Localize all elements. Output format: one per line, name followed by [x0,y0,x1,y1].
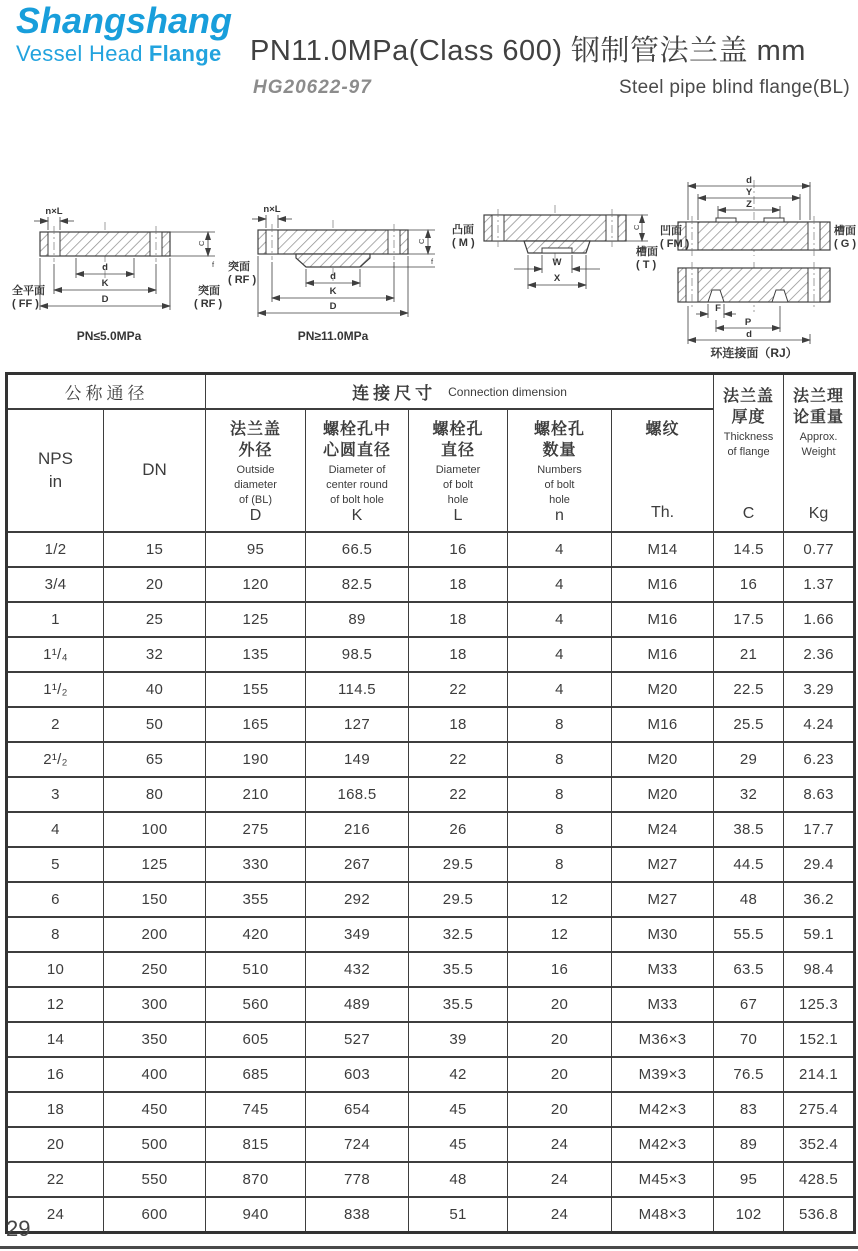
dim-label-k: K [101,278,109,289]
table-cell: M14 [612,532,714,567]
table-cell: 685 [206,1057,306,1092]
table-cell: 536.8 [784,1197,855,1233]
table-row [7,987,855,1022]
table-cell: 125 [104,847,206,882]
table-cell: 1.37 [784,567,855,602]
table-cell: 300 [104,987,206,1022]
face-label-rf-cn: 突面 [198,285,220,297]
table-cell: 55.5 [714,917,784,952]
flange-drawing-m-t [452,195,658,345]
table-cell: 45 [409,1127,508,1162]
table-cell: 6 [7,882,104,917]
table-cell: 22 [409,777,508,812]
table-cell: 36.2 [784,882,855,917]
dim-label-d-top: d [746,175,752,186]
table-cell: 2 [7,707,104,742]
table-cell: 42 [409,1057,508,1092]
table-row [7,1162,855,1197]
col-header-outside-diameter: 法兰盖 外径 Outside diameter of (BL) D [206,409,306,532]
table-row [7,812,855,847]
face-label-rf-en: ( RF ) [228,274,257,286]
table-cell: 21 [714,637,784,672]
table-cell: M36×3 [612,1022,714,1057]
standard-number: HG20622-97 [253,77,372,98]
table-cell: 50 [104,707,206,742]
table-cell: 95 [206,532,306,567]
table-row [7,1127,855,1162]
table-cell: 200 [104,917,206,952]
table-cell: M16 [612,637,714,672]
table-cell: 18 [7,1092,104,1127]
table-cell: 14.5 [714,532,784,567]
table-row [7,637,855,672]
page-number: 29 [6,1216,31,1241]
table-cell: 605 [206,1022,306,1057]
table-cell: 815 [206,1127,306,1162]
dim-label-c: C [632,224,641,230]
table-cell: 432 [306,952,409,987]
dim-label-k: K [329,286,337,297]
page-title: PN11.0MPa(Class 600) 钢制管法兰盖 mm [250,35,806,67]
table-cell: 1¹/₄ [7,637,104,672]
table-cell: 4 [508,532,612,567]
table-cell: 0.77 [784,532,855,567]
table-cell: 18 [409,602,508,637]
table-cell: 24 [508,1127,612,1162]
table-cell: 14 [7,1022,104,1057]
table-cell: 190 [206,742,306,777]
table-cell: 25.5 [714,707,784,742]
table-cell: 330 [206,847,306,882]
col-header-thread: 螺纹 Th. [612,409,714,532]
table-cell: 4 [508,672,612,707]
table-cell: M48×3 [612,1197,714,1233]
table-row [7,672,855,707]
table-cell: 98.5 [306,637,409,672]
flange-drawing-rf-raised [228,190,450,350]
table-cell: 292 [306,882,409,917]
table-row [7,917,855,952]
table-cell: M33 [612,952,714,987]
drawing4-caption: 环连接面（RJ） [710,346,798,360]
table-cell: 352.4 [784,1127,855,1162]
table-cell: 450 [104,1092,206,1127]
table-cell: 120 [206,567,306,602]
table-cell: 32 [104,637,206,672]
dim-label-c: C [197,240,206,246]
face-label-ff-en: ( FF ) [12,298,39,310]
table-cell: 22.5 [714,672,784,707]
table-cell: 89 [714,1127,784,1162]
dim-label-d-bottom: d [746,329,752,340]
table-cell: 125 [206,602,306,637]
table-cell: 4 [508,567,612,602]
table-cell: 18 [409,707,508,742]
table-cell: 127 [306,707,409,742]
face-label-m-en: ( M ) [452,237,475,249]
table-cell: 1¹/₂ [7,672,104,707]
flange-drawing-fm-g-rj [660,172,856,360]
table-row [7,1197,855,1233]
table-cell: 29.4 [784,847,855,882]
table-row [7,602,855,637]
table-cell: 250 [104,952,206,987]
table-row [7,1057,855,1092]
table-cell: 29.5 [409,847,508,882]
table-cell: 155 [206,672,306,707]
table-cell: 3.29 [784,672,855,707]
col-header-bolt-hole-diameter: 螺栓孔 直径 Diameter of bolt hole L [409,409,508,532]
table-cell: 10 [7,952,104,987]
table-cell: 35.5 [409,952,508,987]
table-cell: 654 [306,1092,409,1127]
table-cell: 20 [7,1127,104,1162]
table-row [7,952,855,987]
table-cell: 214.1 [784,1057,855,1092]
table-cell: 500 [104,1127,206,1162]
dim-label-y: Y [745,187,753,198]
table-cell: 149 [306,742,409,777]
table-cell: 51 [409,1197,508,1233]
table-cell: 20 [104,567,206,602]
table-cell: 355 [206,882,306,917]
table-row [7,777,855,812]
table-cell: 25 [104,602,206,637]
face-label-rf-en: ( RF ) [194,298,223,310]
table-row [7,532,855,567]
table-cell: 4 [508,602,612,637]
table-cell: 38.5 [714,812,784,847]
table-cell: 20 [508,1057,612,1092]
table-cell: 59.1 [784,917,855,952]
table-body [7,532,855,1233]
dim-label-f: F [715,303,721,314]
table-cell: M27 [612,847,714,882]
face-label-g-cn: 槽面 [834,225,856,237]
face-label-t-cn: 槽面 [636,246,658,258]
table-cell: 89 [306,602,409,637]
table-cell: 489 [306,987,409,1022]
table-cell: 1.66 [784,602,855,637]
table-cell: 20 [508,1022,612,1057]
table-cell: 4 [7,812,104,847]
table-row [7,567,855,602]
table-row [7,1092,855,1127]
table-cell: 82.5 [306,567,409,602]
table-cell: 16 [7,1057,104,1092]
table-cell: 1/2 [7,532,104,567]
table-cell: 29.5 [409,882,508,917]
dim-label-f: f [212,260,215,269]
table-cell: M27 [612,882,714,917]
table-cell: 603 [306,1057,409,1092]
table-row [7,882,855,917]
table-cell: M30 [612,917,714,952]
table-cell: 20 [508,987,612,1022]
col-header-bolt-circle: 螺栓孔中 心圆直径 Diameter of center round of bolt hole K [306,409,409,532]
table-cell: 870 [206,1162,306,1197]
logo-wordmark: Shangshang [16,0,233,41]
table-cell: 216 [306,812,409,847]
table-cell: 560 [206,987,306,1022]
table-cell: 8 [508,742,612,777]
col-header-dn: DN [104,409,206,532]
dim-label-w: W [552,257,562,268]
table-cell: 16 [409,532,508,567]
table-cell: 48 [714,882,784,917]
table-cell: 22 [7,1162,104,1197]
table-cell: 63.5 [714,952,784,987]
drawing2-caption: PN≥11.0MPa [297,329,369,343]
table-cell: 267 [306,847,409,882]
table-cell: M24 [612,812,714,847]
table-cell: 17.7 [784,812,855,847]
face-label-fm-en: ( FM ) [660,238,690,250]
dim-label-nxl: n×L [263,204,281,215]
table-cell: 65 [104,742,206,777]
subtitle-english: Steel pipe blind flange(BL) [619,77,850,98]
table-cell: 8.63 [784,777,855,812]
table-cell: 35.5 [409,987,508,1022]
table-cell: 428.5 [784,1162,855,1197]
table-cell: 40 [104,672,206,707]
table-cell: 275.4 [784,1092,855,1127]
table-cell: 838 [306,1197,409,1233]
table-cell: 76.5 [714,1057,784,1092]
table-cell: 12 [508,917,612,952]
table-cell: 39 [409,1022,508,1057]
table-cell: 510 [206,952,306,987]
table-cell: 22 [409,742,508,777]
table-cell: 135 [206,637,306,672]
table-cell: 17.5 [714,602,784,637]
table-cell: M45×3 [612,1162,714,1197]
table-cell: 18 [409,637,508,672]
face-label-g-en: ( G ) [834,238,856,250]
table-cell: 114.5 [306,672,409,707]
flange-drawing-ff-rf [12,190,237,350]
table-cell: M42×3 [612,1092,714,1127]
col-header-bolt-hole-number: 螺栓孔 数量 Numbers of bolt hole n [508,409,612,532]
table-cell: 44.5 [714,847,784,882]
table-cell: M16 [612,567,714,602]
table-cell: 98.4 [784,952,855,987]
dim-label-p: P [744,317,752,328]
dim-label-x: X [553,273,561,284]
table-cell: M16 [612,602,714,637]
col-header-nps: NPS in [7,409,104,532]
table-cell: M42×3 [612,1127,714,1162]
dim-label-dd: D [329,301,337,312]
face-label-ff-cn: 全平面 [12,285,45,297]
table-cell: 12 [7,987,104,1022]
col-header-thickness: 法兰盖 厚度 Thickness of flange C [714,374,784,533]
connection-dimension-cn: 连接尺寸 [352,384,437,403]
dim-label-c: C [417,238,426,244]
logo-tagline: Vessel Head Flange [16,40,222,66]
dim-label-nxl: n×L [45,206,63,217]
face-label-fm-cn: 凹面 [660,225,682,237]
flange-spec-table [5,372,856,1234]
table-cell: 5 [7,847,104,882]
table-cell: 16 [714,567,784,602]
table-row [7,1022,855,1057]
table-cell: 29 [714,742,784,777]
table-cell: M39×3 [612,1057,714,1092]
table-cell: 527 [306,1022,409,1057]
table-cell: 3 [7,777,104,812]
table-cell: 32.5 [409,917,508,952]
dim-label-d: d [330,271,336,282]
table-cell: 8 [7,917,104,952]
table-cell: 18 [409,567,508,602]
table-cell: M20 [612,672,714,707]
table-cell: 24 [508,1197,612,1233]
col-header-weight: 法兰理 论重量 Approx. Weight Kg [784,374,855,533]
drawing1-caption: PN≤5.0MPa [76,329,142,343]
table-cell: 80 [104,777,206,812]
table-cell: 778 [306,1162,409,1197]
table-cell: 67 [714,987,784,1022]
table-cell: 940 [206,1197,306,1233]
table-cell: 12 [508,882,612,917]
face-label-m-cn: 凸面 [452,224,474,236]
table-cell: 420 [206,917,306,952]
table-cell: 20 [508,1092,612,1127]
group-header-connection-dimension [206,374,714,410]
table-cell: 8 [508,777,612,812]
table-cell: 210 [206,777,306,812]
table-cell: 350 [104,1022,206,1057]
table-cell: 32 [714,777,784,812]
table-cell: 349 [306,917,409,952]
table-cell: 724 [306,1127,409,1162]
table-row [7,847,855,882]
dim-label-dd: D [101,294,109,305]
table-cell: 102 [714,1197,784,1233]
dim-label-f: f [431,257,434,266]
table-cell: 1 [7,602,104,637]
table-cell: 152.1 [784,1022,855,1057]
face-label-rf-cn: 突面 [228,261,250,273]
table-cell: 4.24 [784,707,855,742]
table-cell: 8 [508,847,612,882]
table-cell: M16 [612,707,714,742]
table-cell: 24 [7,1197,104,1233]
table-cell: 165 [206,707,306,742]
table-cell: 275 [206,812,306,847]
connection-dimension-en: Connection dimension [448,384,567,399]
table-cell: 8 [508,812,612,847]
table-cell: M33 [612,987,714,1022]
table-cell: 2.36 [784,637,855,672]
table-cell: 83 [714,1092,784,1127]
group-header-nominal-diameter: 公称通径 [7,374,206,410]
dim-label-z: Z [746,199,752,210]
header-group-row [7,374,855,410]
face-label-t-en: ( T ) [636,259,657,271]
bottom-rule [0,1246,858,1249]
table-cell: M20 [612,742,714,777]
table-cell: 48 [409,1162,508,1197]
table-cell: 22 [409,672,508,707]
table-cell: 8 [508,707,612,742]
table-cell: 66.5 [306,532,409,567]
table-cell: M20 [612,777,714,812]
company-logo [16,2,232,67]
table-cell: 15 [104,532,206,567]
table-row [7,742,855,777]
table-cell: 600 [104,1197,206,1233]
table-cell: 150 [104,882,206,917]
table-cell: 26 [409,812,508,847]
table-cell: 3/4 [7,567,104,602]
table-cell: 550 [104,1162,206,1197]
table-cell: 400 [104,1057,206,1092]
table-cell: 4 [508,637,612,672]
table-row [7,707,855,742]
table-cell: 168.5 [306,777,409,812]
table-cell: 45 [409,1092,508,1127]
table-cell: 16 [508,952,612,987]
table-cell: 6.23 [784,742,855,777]
dim-label-d: d [102,262,108,273]
table-cell: 745 [206,1092,306,1127]
table-cell: 2¹/₂ [7,742,104,777]
table-cell: 24 [508,1162,612,1197]
table-cell: 95 [714,1162,784,1197]
table-cell: 125.3 [784,987,855,1022]
table-cell: 70 [714,1022,784,1057]
table-cell: 100 [104,812,206,847]
